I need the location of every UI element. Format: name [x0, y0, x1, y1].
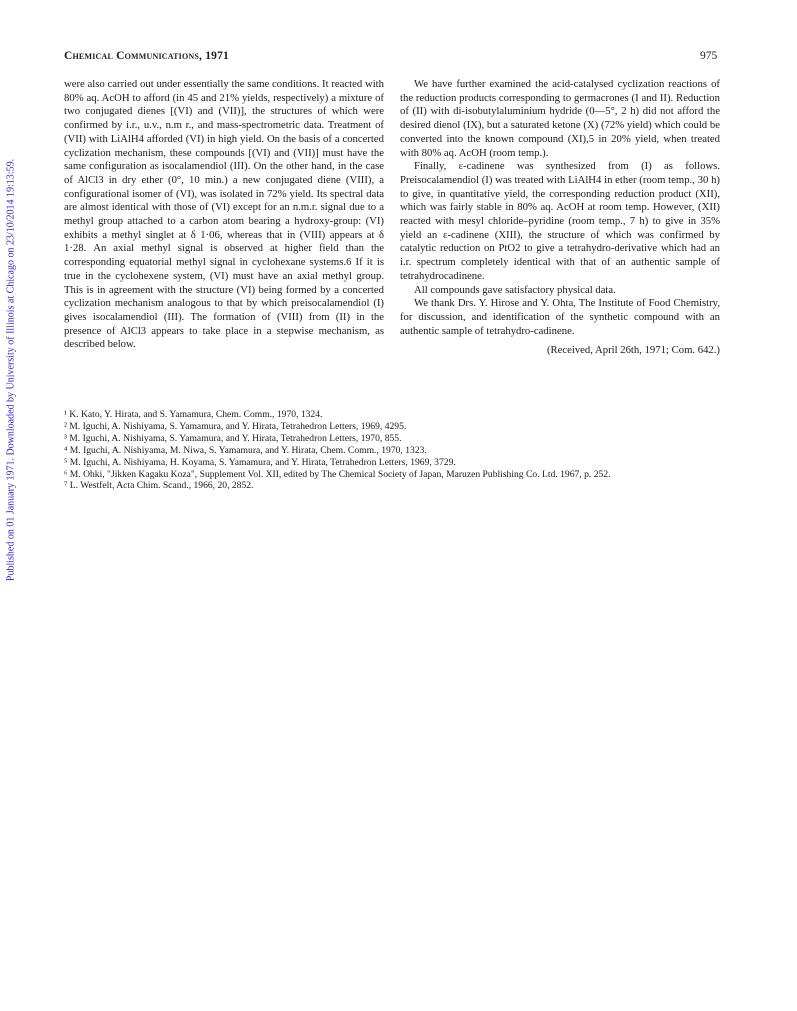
left-column — [64, 78, 384, 352]
reference-3: ³ M. Iguchi, A. Nishiyama, S. Yamamura, and Y. Hirata, Tetrahedron Letters, 1970, 855. — [64, 432, 402, 444]
reference-1: ¹ K. Kato, Y. Hirata, and S. Yamamura, Chem. Comm., 1970, 1324. — [64, 409, 323, 420]
download-watermark-text: Published on 01 January 1971. Downloaded by University of Illinois at Chicago on 23/10/2014 19:13:59. — [5, 158, 17, 582]
right-paragraph-2: Finally, ε-cadinene was synthesized from (I) as follows. Preisocalamendiol (I) was treated with LiAlH4 in ether (room temp., 30 h) to give, in quantitative yield, the corresponding reduction product (XII), which was fairly stable in 80% aq. AcOH at room temp. However, (XII) reacted with mesyl chloride–pyridine (room temp., 7 h) to give in 35% yield an ε-cadinene (XIII), the structure of which was confirmed by catalytic reduction on PtO2 to give a tetrahydro-derivative which had an i.r. spectrum completely identical with that of an authentic sample of tetrahydrocadinene. — [400, 160, 720, 282]
received-date: (Received, April 26th, 1971; Com. 642.) — [546, 344, 720, 357]
journal-header: Chemical Communications, 1971 — [64, 50, 229, 62]
reference-5: ⁵ M. Iguchi, A. Nishiyama, H. Koyama, S. Yamamura, and Y. Hirata, Tetrahedron Letters, 1969, 3729. — [64, 456, 456, 468]
right-paragraph-4: We thank Drs. Y. Hirose and Y. Ohta, The Institute of Food Chemistry, for discussion, and identification of the synthetic compound with an authentic sample of tetrahydro-cadinene. — [400, 297, 720, 337]
reference-2: ² M. Iguchi, A. Nishiyama, S. Yamamura, and Y. Hirata, Tetrahedron Letters, 1969, 4295. — [64, 420, 407, 432]
page-number: 975 — [700, 50, 718, 62]
right-paragraph-3: All compounds gave satisfactory physical data. — [414, 283, 616, 296]
right-paragraph-1: We have further examined the acid-catalysed cyclization reactions of the reduction products corresponding to germacrones (I and II). Reduction of (II) with di-isobutylaluminium hydride (0—5°, 2 h) did not afford the desired dienol (IX), but a saturated ketone (X) (72% yield) which could be converted into the known compound (XI),5 in 20% yield, when treated with 80% aq. AcOH (room temp.). — [400, 78, 720, 159]
references-list — [64, 409, 724, 492]
download-watermark — [4, 120, 18, 620]
reference-6: ⁶ M. Ohki, "Jikken Kagaku Koza", Supplement Vol. XII, edited by The Chemical Society of Japan, Maruzen Publishing Co. Ltd. 1967, p. 252. — [64, 468, 611, 480]
reference-4: ⁴ M. Iguchi, A. Nishiyama, M. Niwa, S. Yamamura, and Y. Hirata, Chem. Comm., 1970, 1323. — [64, 444, 427, 456]
reference-7: ⁷ L. Westfelt, Acta Chim. Scand., 1966, 20, 2852. — [64, 480, 254, 492]
right-column — [400, 78, 720, 358]
left-paragraph-1: were also carried out under essentially the same conditions. It reacted with 80% aq. AcOH to afford (in 45 and 21% yields, respectively) a mixture of two conjugated dienes [(VI) and (VII)], the structures of which were confirmed by i.r., u.v., n.m r., and mass-spectrometric data. Treatment of (VII) with LiAlH4 afforded (VI) in high yield. On the basis of a concerted cyclization mechanism, these compounds [(VI) and (VII)] must have the same configuration as isocalamendiol (III). On the other hand, in the case of AlCl3 in dry ether (0°, 10 min.) a new conjugated diene (VIII), a configurational isomer of (VI), was isolated in 72% yield. Its spectral data are almost identical with those of (VI) except for an n.m.r. signal due to a methyl group attached to a carbon atom bearing a hydroxy-group: (VI) exhibits a methyl singlet at δ 1·06, whereas that in (VIII) appears at δ 1·28. An axial methyl signal is observed at higher field than the corresponding equatorial methyl signal in cyclohexane systems.6 If it is true in the cyclohexene system, (VI) must have an axial methyl group. This is in agreement with the structure (VI) being formed by a concerted cyclization mechanism analogous to that by which preisocalamendiol (I) gives isocalamendiol (III). The formation of (VIII) from (II) in the presence of AlCl3 appears to take place in a stepwise mechanism, as described below. — [64, 78, 384, 351]
